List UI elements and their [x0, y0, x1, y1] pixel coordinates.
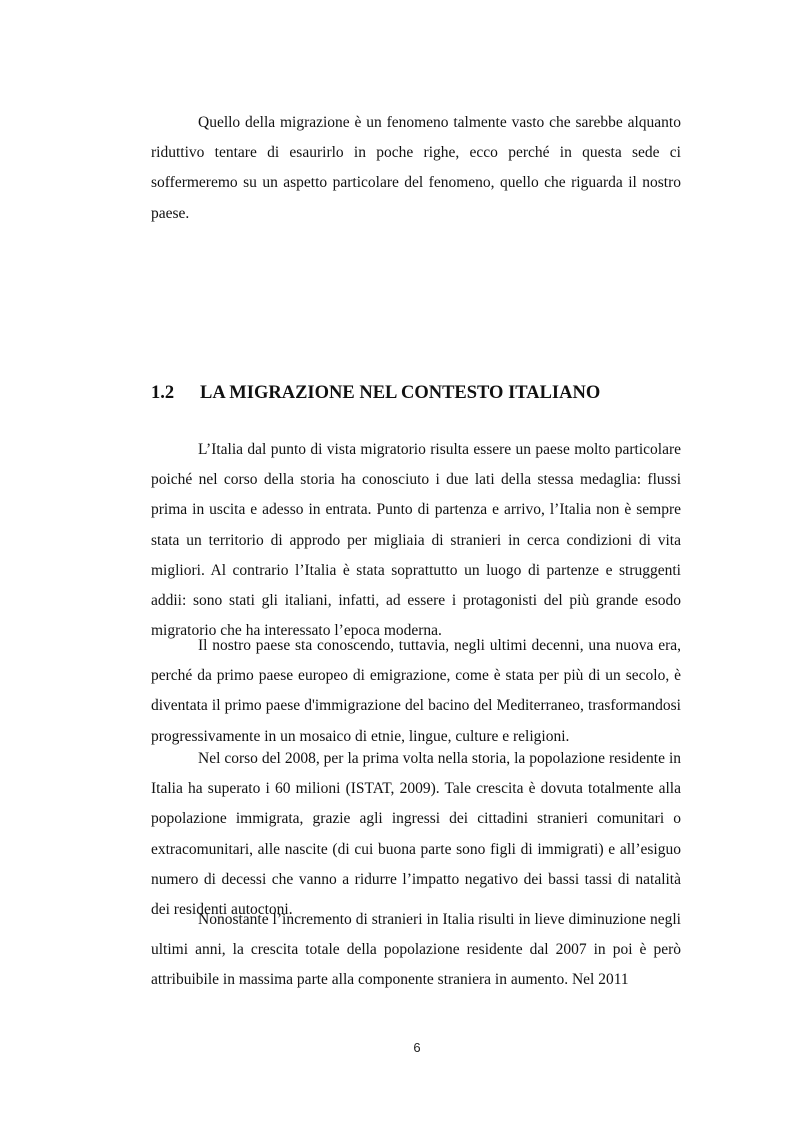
- section-number: 1.2: [151, 383, 175, 403]
- body-paragraph-2: Il nostro paese sta conoscendo, tuttavia, negli ultimi decenni, una nuova era, perché da primo paese europeo di emigrazione, come è stata per più di un secolo, è diventata il primo paese d'immigrazione del bacino del Mediterraneo, trasformandosi progressivamente in un mosaico di etnie, lingue, culture e religioni.: [151, 637, 681, 745]
- section-heading: [151, 378, 681, 408]
- intro-paragraph: Quello della migrazione è un fenomeno talmente vasto che sarebbe alquanto riduttivo tentare di esaurirlo in poche righe, ecco perché in questa sede ci soffermeremo su un aspetto particolare del fenomeno, quello che riguarda il nostro paese.: [151, 114, 681, 222]
- body-paragraph-1: L’Italia dal punto di vista migratorio risulta essere un paese molto particolare poiché nel corso della storia ha conosciuto i due lati della stessa medaglia: flussi prima in uscita e adesso in entrata. Punto di partenza e arrivo, l’Italia non è sempre stata un territorio di approdo per migliaia di stranieri in cerca condizioni di vita migliori. Al contrario l’Italia è stata soprattutto un luogo di partenze e struggenti addii: sono stati gli italiani, infatti, ad essere i protagonisti del più grande esodo migratorio che ha interessato l’epoca moderna.: [151, 441, 681, 640]
- page-number: 6: [413, 1040, 421, 1055]
- section-title: LA MIGRAZIONE NEL CONTESTO ITALIANO: [200, 383, 601, 403]
- body-paragraph-3: Nel corso del 2008, per la prima volta nella storia, la popolazione residente in Italia ha superato i 60 milioni (ISTAT, 2009). Tale crescita è dovuta totalmente alla popolazione immigrata, grazie agli ingressi dei cittadini stranieri comunitari o extracomunitari, alle nascite (di cui buona parte sono figli di immigrati) e all’esiguo numero di decessi che vanno a ridurre l’impatto negativo dei bassi tassi di natalità dei residenti autoctoni.: [151, 750, 681, 919]
- body-paragraph-4: Nonostante l’incremento di stranieri in Italia risulti in lieve diminuzione negli ultimi anni, la crescita totale della popolazione residente dal 2007 in poi è però attribuibile in massima parte alla componente straniera in aumento. Nel 2011: [151, 911, 681, 989]
